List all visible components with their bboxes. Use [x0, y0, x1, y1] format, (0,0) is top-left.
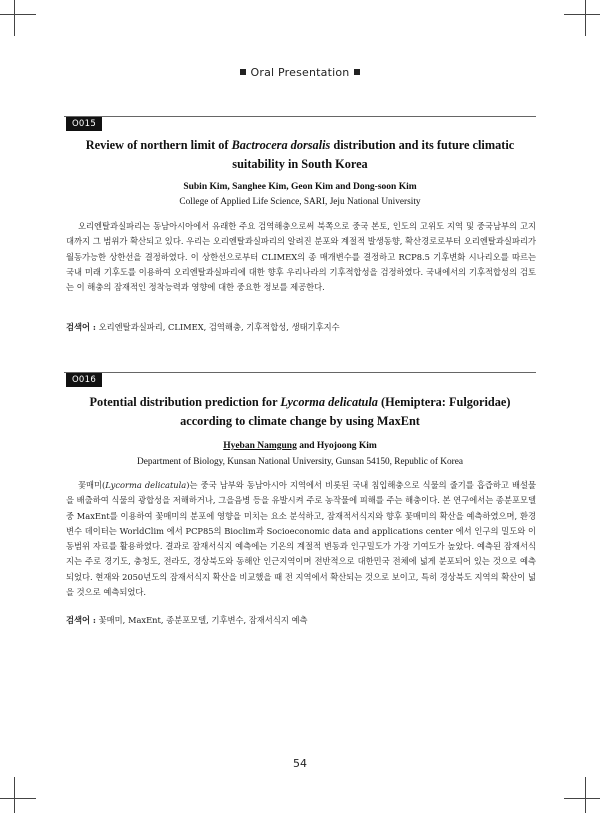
crop-mark	[585, 777, 586, 813]
crop-mark	[0, 14, 36, 15]
crop-mark	[14, 0, 15, 36]
abstract-keywords: 검색어 : 오리엔탈과실파리, CLIMEX, 검역해충, 기후적합성, 생태기후지수	[66, 322, 340, 332]
abstract-authors: Hyeban Namgung and Hyojoong Kim	[223, 441, 377, 451]
section-header	[0, 66, 600, 79]
divider	[64, 372, 536, 373]
abstract-affiliation: College of Applied Life Science, SARI, Jeju National University	[179, 197, 421, 207]
abstract-code-badge: O016	[66, 373, 102, 387]
abstract-body: 오리엔탈과실파리는 동남아시아에서 유래한 주요 검역해충으로써 북쪽으로 중국 본토, 인도의 고위도 지역 및 중국남부의 고지대까지 그 범위가 확산되고 있다. 우리는 오리엔탈과실파리의 알려진 분포와 계절적 발생동향, 확산경로로부터 오리엔탈과실파리가 월동가능한 상한선을 결정하였다. 이 상한선으로부터 CLIMEX의 종 매개변수를 결정하고 RCP8.5 기후변화 시나리오를 따르는 국내 미래 기후도를 이용하여 오리엔탈과실파리에 대한 향후 우리나라의 기후적합성을 검정하였다. 국내에서의 기후적합성의 검토는 이 해충의 잠재적인 정착능력과 영향에 대한 중요한 정보를 제공한다.	[66, 221, 536, 293]
crop-mark	[564, 798, 600, 799]
abstract-title: Review of northern limit of Bactrocera dorsalis distribution and its future climatic suitability in South Korea	[85, 138, 515, 171]
crop-mark	[585, 0, 586, 36]
abstract-affiliation: Department of Biology, Kunsan National University, Gunsan 54150, Republic of Korea	[137, 457, 463, 467]
abstract-title: Potential distribution prediction for Lycorma delicatula (Hemiptera: Fulgoridae) according to climate change by using MaxEnt	[89, 395, 511, 428]
square-bullet-icon	[240, 69, 246, 75]
section-title: Oral Presentation	[250, 66, 350, 79]
square-bullet-icon	[354, 69, 360, 75]
divider	[64, 116, 536, 117]
page-number: 54	[293, 757, 307, 770]
abstract-body: 꽃매미(Lycorma delicatula)는 중국 남부와 동남아시아 지역에서 비롯된 국내 침입해충으로 식물의 줄기를 흡즙하고 배설물을 배출하여 식물의 광합성을 저해하거나, 그을음병 등을 유발시켜 주로 농작물에 피해를 주는 해충이다. 본 연구에서는 종분포모델 중 MaxEnt를 이용하여 꽃매미의 분포에 영향을 미치는 요소 분석하고, 잠재적서식지와 향후 꽃매미의 확산을 예측하였으며, 환경변수 데이터는 WorldClim 에서 PCP85의 Bioclim과 Socioeconomic data and applications center 에서 인구의 밀도와 이동범위 자료를 활용하였다. 결과로 잠재서식지 예측에는 기온의 계절적 변동과 인구밀도가 가장 기여도가 높았다. 예측된 잠재서식지는 주로 경기도, 충청도, 전라도, 경상북도와 동해안 인근지역이며 전반적으로 대한민국 전체에 넓게 분포되어 있는 것으로 예측되었다. 현재와 2050년도의 잠재서식지 확산을 비교했을 때 전 지역에서 확산되는 것으로 보이고, 특히 경상북도 지역의 확산이 넓을 것으로 예측되었다.	[66, 480, 537, 598]
abstract-code-badge: O015	[66, 117, 102, 131]
abstract-authors: Subin Kim, Sanghee Kim, Geon Kim and Dong-soon Kim	[183, 182, 417, 192]
abstract-keywords: 검색어 : 꽃매미, MaxEnt, 종분포모델, 기후변수, 잠재서식지 예측	[66, 615, 308, 625]
crop-mark	[564, 14, 600, 15]
crop-mark	[14, 777, 15, 813]
crop-mark	[0, 798, 36, 799]
